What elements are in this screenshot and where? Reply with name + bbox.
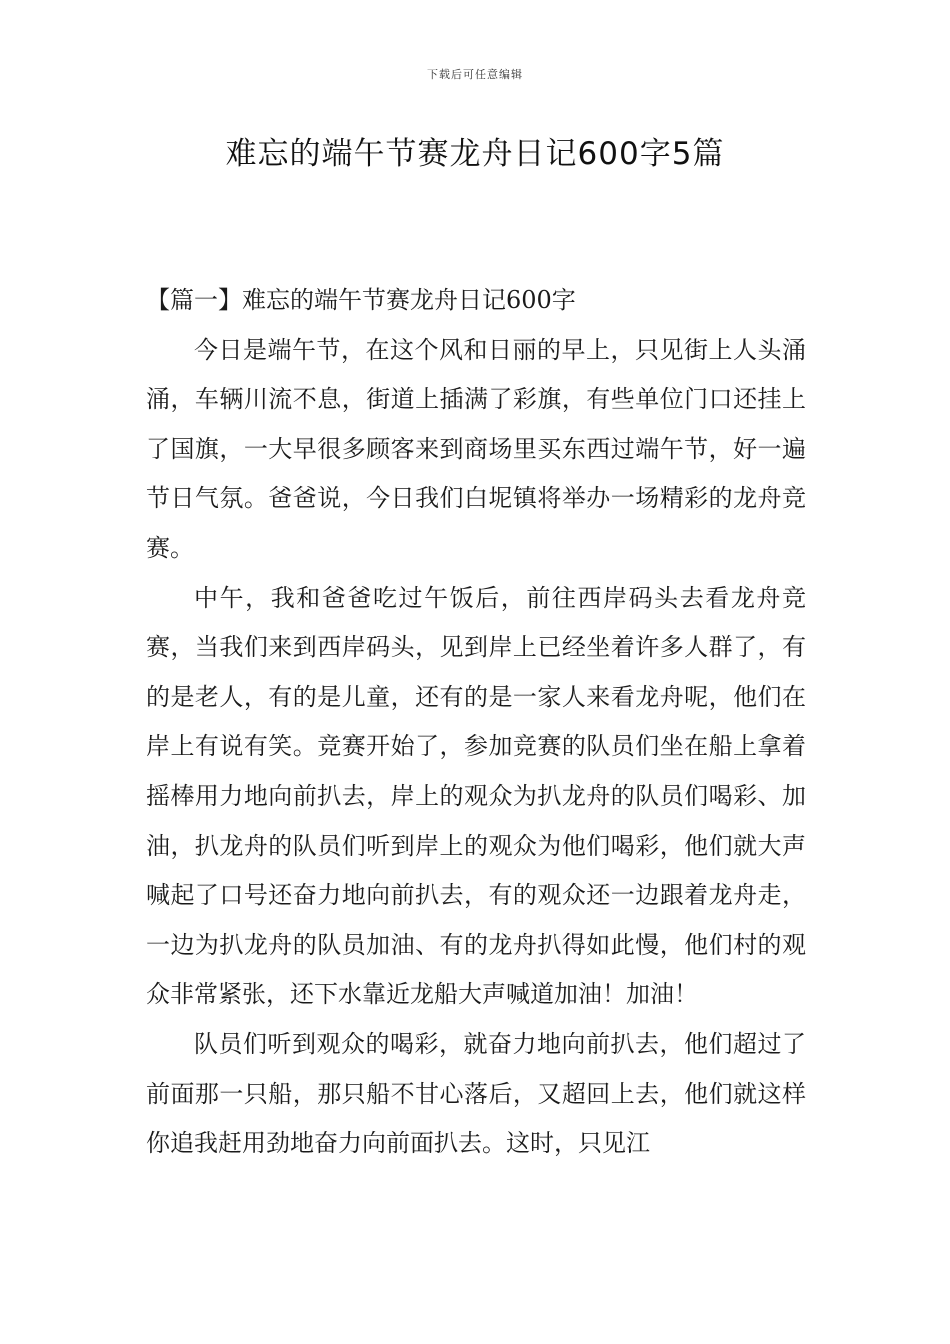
paragraph-2: 中午，我和爸爸吃过午饭后，前往西岸码头去看龙舟竞赛，当我们来到西岸码头，见到岸上已经坐着许多人群了，有的是老人，有的是儿童，还有的是一家人来看龙舟呢，他们在岸上有说有笑。竞赛开始了，参加竞赛的队员们坐在船上拿着摇棒用力地向前扒去，岸上的观众为扒龙舟的队员们喝彩、加油，扒龙舟的队员们听到岸上的观众为他们喝彩，他们就大声喊起了口号还奋力地向前扒去，有的观众还一边跟着龙舟走，一边为扒龙舟的队员加油、有的龙舟扒得如此慢，他们村的观众非常紧张，还下水靠近龙船大声喊道加油！加油！ <box>146 583 806 1009</box>
paragraph-1: 今日是端午节，在这个风和日丽的早上，只见街上人头涌涌，车辆川流不息，街道上插满了彩旗，有些单位门口还挂上了国旗，一大早很多顾客来到商场里买东西过端午节，好一遍节日气氛。爸爸说，今日我们白坭镇将举办一场精彩的龙舟竞赛。 <box>146 335 806 562</box>
header-note: 下载后可任意编辑 <box>427 68 523 81</box>
paragraph-3: 队员们听到观众的喝彩，就奋力地向前扒去，他们超过了前面那一只船，那只船不甘心落后，又超回上去，他们就这样你追我赶用劲地奋力向前面扒去。这时，只见江 <box>146 1029 806 1158</box>
section-heading: 【篇一】难忘的端午节赛龙舟日记600字 <box>146 286 576 314</box>
document-body <box>146 276 806 1169</box>
document-title: 难忘的端午节赛龙舟日记600字5篇 <box>225 136 725 172</box>
